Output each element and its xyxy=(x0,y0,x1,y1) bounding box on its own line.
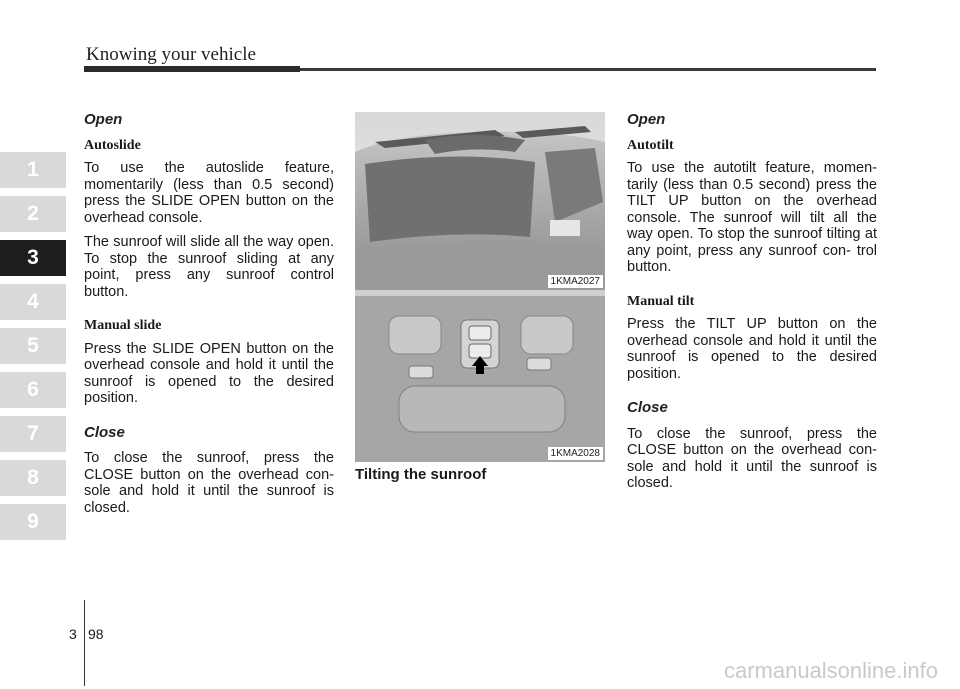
manual-tilt-heading: Manual tilt xyxy=(627,293,695,309)
chapter-tab-8[interactable]: 8 xyxy=(0,460,66,496)
chapter-tab-1[interactable]: 1 xyxy=(0,152,66,188)
chapter-tab-3[interactable]: 3 xyxy=(0,240,66,276)
autotilt-heading: Autotilt xyxy=(627,137,674,153)
autoslide-paragraph-2: The sunroof will slide all the way open. To stop the sunroof sliding at any point, press any sunroof control button. xyxy=(84,234,334,300)
autoslide-heading: Autoslide xyxy=(84,137,141,153)
car-sunroof-illustration xyxy=(355,112,605,290)
close-paragraph: To close the sunroof, press the CLOSE button on the overhead con- sole and hold it until the sunroof is closed. xyxy=(84,450,334,516)
chapter-tab-4[interactable]: 4 xyxy=(0,284,66,320)
photo-label-1: 1KMA2027 xyxy=(548,275,603,288)
overhead-console-photo xyxy=(355,290,605,462)
manual-tilt-paragraph: Press the TILT UP button on the overhead console and hold it until the sunroof is opened to the desired position. xyxy=(627,316,877,382)
close-paragraph-right: To close the sunroof, press the CLOSE button on the overhead con- sole and hold it until the sunroof is closed. xyxy=(627,425,877,491)
footer-page-number: 98 xyxy=(88,626,104,642)
right-column xyxy=(627,112,877,500)
overhead-console-illustration xyxy=(355,290,605,462)
chapter-tab-7[interactable]: 7 xyxy=(0,416,66,452)
close-heading-right: Close xyxy=(627,399,668,416)
autoslide-paragraph-1: To use the autoslide feature, momentarily (less than 0.5 second) press the SLIDE OPEN button on the overhead console. xyxy=(84,160,334,226)
autotilt-paragraph: To use the autotilt feature, momen- tarily (less than 0.5 second) press the TILT UP button on the overhead console. The sunroof will tilt all the way open. To stop the sunroof tilting at any point, press any sunroof con- trol button. xyxy=(627,160,877,275)
chapter-tab-2[interactable]: 2 xyxy=(0,196,66,232)
manual-slide-paragraph: Press the SLIDE OPEN button on the overhead console and hold it until the sunroof is opened to the desired position. xyxy=(84,340,334,406)
header-rule-dark xyxy=(84,66,300,72)
photo-label-2: 1KMA2028 xyxy=(548,447,603,460)
close-heading: Close xyxy=(84,423,125,441)
manual-slide-heading: Manual slide xyxy=(84,318,162,333)
watermark: carmanualsonline.info xyxy=(723,658,938,683)
left-column xyxy=(84,112,334,524)
car-exterior-photo xyxy=(355,112,605,290)
chapter-tab-5[interactable]: 5 xyxy=(0,328,66,364)
chapter-tab-6[interactable]: 6 xyxy=(0,372,66,408)
footer-rule xyxy=(84,600,85,686)
page-header-title: Knowing your vehicle xyxy=(86,44,256,65)
footer-chapter: 3 xyxy=(69,626,77,642)
open-heading-right: Open xyxy=(627,111,666,128)
header-rule-light xyxy=(300,68,876,71)
chapter-tab-9[interactable]: 9 xyxy=(0,504,66,540)
figure-caption: Tilting the sunroof xyxy=(355,466,487,483)
open-heading: Open xyxy=(84,111,123,128)
